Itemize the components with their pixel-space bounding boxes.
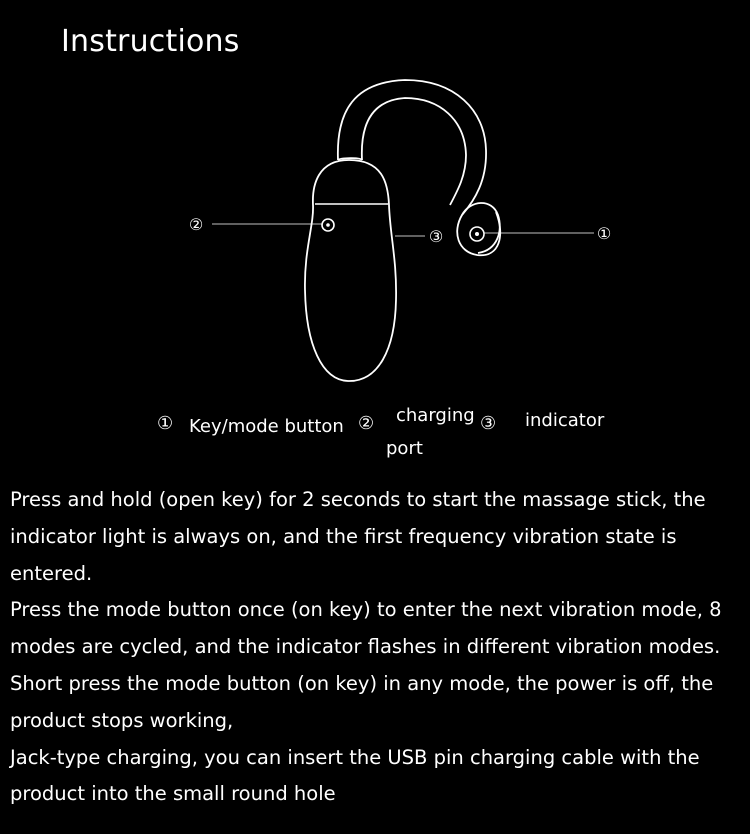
instruction-line: indicator light is always on, and the first frequency vibration state is entered. (10, 524, 677, 585)
instruction-line: product stops working, (10, 708, 234, 732)
instruction-line: Short press the mode button (on key) in any mode, the power is off, the (10, 671, 714, 695)
legend-item1-number: ① (157, 413, 174, 434)
legend-item3-label: indicator (525, 410, 605, 431)
instruction-line: Jack-type charging, you can insert the USB pin charging cable with the (10, 745, 700, 769)
instruction-line: Press and hold (open key) for 2 seconds to start the massage stick, the (10, 488, 706, 511)
callout-right: ① (596, 224, 612, 243)
product-tail-inner (362, 98, 466, 205)
product-diagram (0, 0, 750, 400)
callout-left: ② (188, 215, 204, 234)
tail-button-dot (475, 232, 479, 236)
instruction-line: modes are cycled, and the indicator flashes in different vibration modes. (10, 635, 721, 659)
legend-item1-label: Key/mode button (189, 416, 344, 437)
instruction-line: product into the small round hole (10, 782, 336, 806)
instruction-line: Press the mode button once (on key) to enter the next vibration mode, 8 (10, 598, 722, 622)
legend-item2-label-line2: port (386, 438, 423, 459)
legend-item2-number: ② (358, 413, 375, 434)
product-tail-outer (338, 80, 500, 255)
body-button-dot (326, 223, 330, 227)
callout-middle: ③ (428, 227, 444, 246)
legend-item3-number: ③ (480, 413, 497, 434)
instructions-text (10, 482, 745, 813)
page-title: Instructions (61, 24, 240, 59)
legend-item2-label-line1: charging (396, 405, 475, 426)
product-body (305, 160, 396, 381)
